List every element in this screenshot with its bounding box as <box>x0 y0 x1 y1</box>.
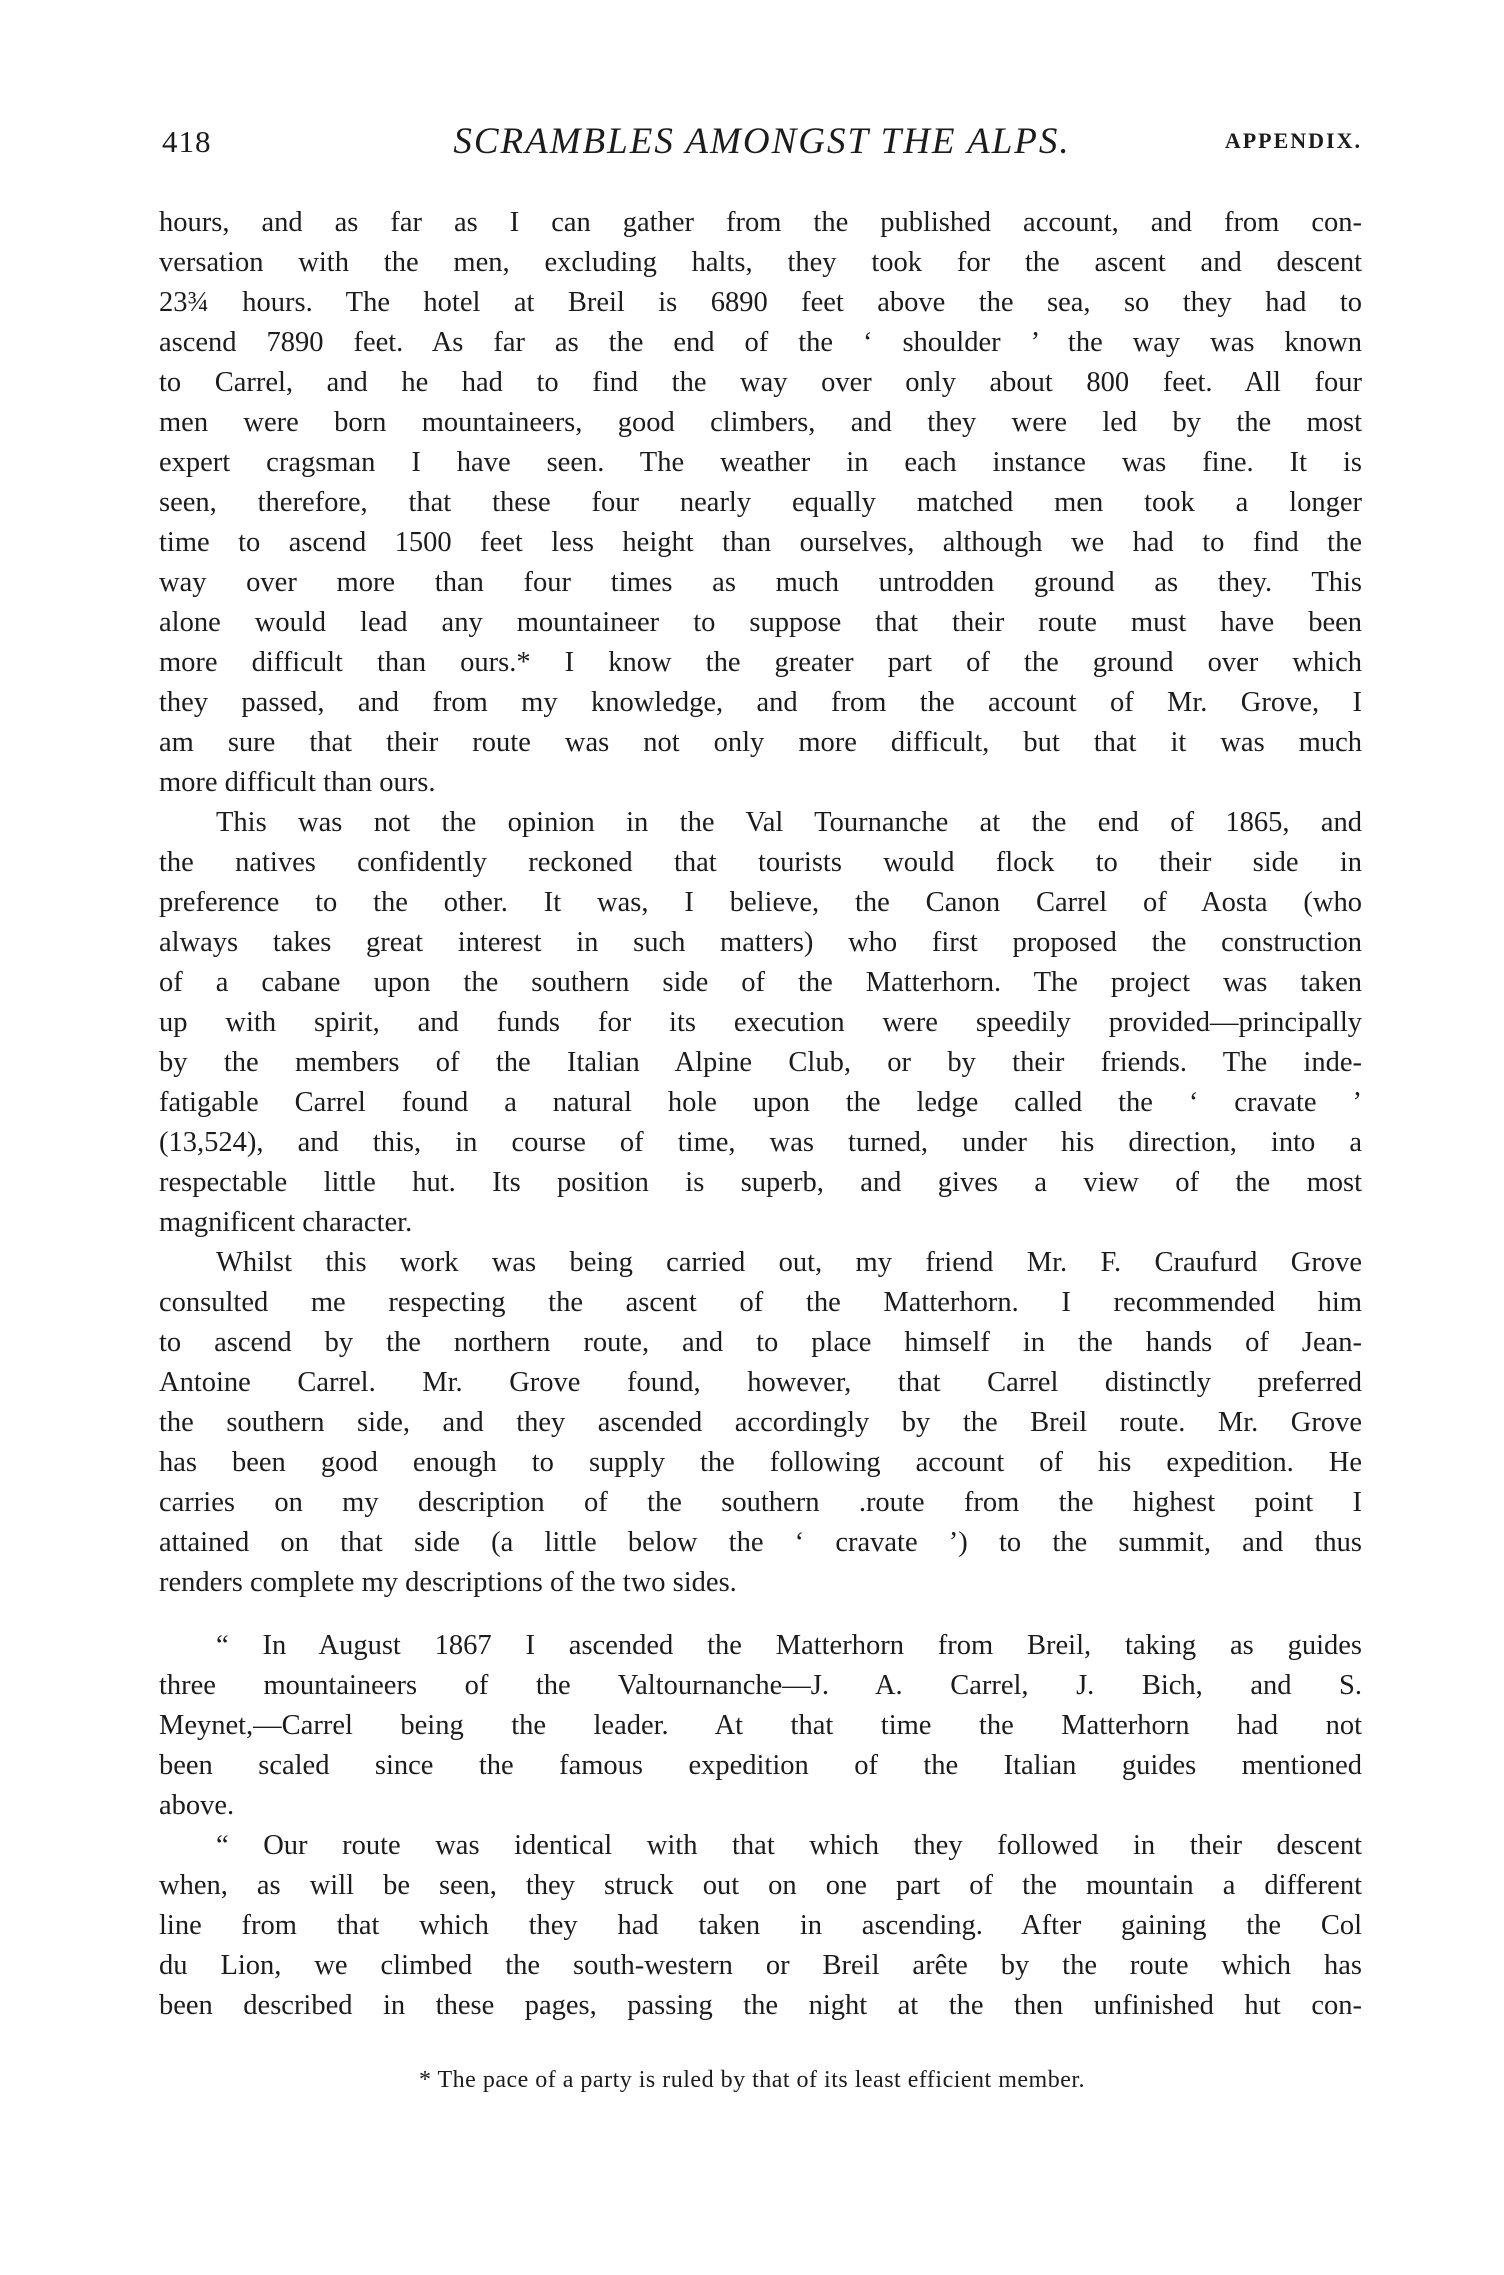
text-line: when, as will be seen, they struck out on one part of the mountain a different <box>159 1870 1362 1901</box>
text-line: This was not the opinion in the Val Tournanche at the end of 1865, and <box>216 807 1362 838</box>
text-line: up with spirit, and funds for its execution were speedily provided—principally <box>159 1007 1362 1038</box>
text-line: “ In August 1867 I ascended the Matterhorn from Breil, taking as guides <box>216 1630 1362 1661</box>
text-line: expert cragsman I have seen. The weather in each instance was fine. It is <box>159 447 1362 478</box>
text-line: been described in these pages, passing the night at the then unfinished hut con- <box>159 1990 1362 2021</box>
text-line: alone would lead any mountaineer to suppose that their route must have been <box>159 607 1362 638</box>
text-line: consulted me respecting the ascent of the Matterhorn. I recommended him <box>159 1287 1362 1318</box>
text-line: the southern side, and they ascended accordingly by the Breil route. Mr. Grove <box>159 1407 1362 1438</box>
text-line: respectable little hut. Its position is superb, and gives a view of the most <box>159 1167 1362 1198</box>
text-line: by the members of the Italian Alpine Club, or by their friends. The inde- <box>159 1047 1362 1078</box>
text-line: Meynet,—Carrel being the leader. At that time the Matterhorn had not <box>159 1710 1362 1741</box>
text-line: has been good enough to supply the following account of his expedition. He <box>159 1447 1362 1478</box>
text-line: to ascend by the northern route, and to place himself in the hands of Jean- <box>159 1327 1362 1358</box>
page-number: 418 <box>162 124 212 159</box>
text-line: versation with the men, excluding halts, they took for the ascent and descent <box>159 247 1362 278</box>
text-line: line from that which they had taken in ascending. After gaining the Col <box>159 1910 1362 1941</box>
text-line: du Lion, we climbed the south-western or Breil arête by the route which has <box>159 1950 1362 1981</box>
text-line: above. <box>159 1790 235 1821</box>
text-line: (13,524), and this, in course of time, was turned, under his direction, into a <box>159 1127 1362 1158</box>
text-line: hours, and as far as I can gather from the published account, and from con- <box>159 207 1362 238</box>
text-line: Whilst this work was being carried out, my friend Mr. F. Craufurd Grove <box>216 1247 1362 1278</box>
text-line: preference to the other. It was, I believe, the Canon Carrel of Aosta (who <box>159 887 1362 918</box>
text-line: am sure that their route was not only more difficult, but that it was much <box>159 727 1362 758</box>
text-line: 23¾ hours. The hotel at Breil is 6890 feet above the sea, so they had to <box>159 287 1362 318</box>
book-title: SCRAMBLES AMONGST THE ALPS. <box>453 121 1071 162</box>
text-line: the natives confidently reckoned that tourists would flock to their side in <box>159 847 1362 878</box>
text-line: of a cabane upon the southern side of the Matterhorn. The project was taken <box>159 967 1362 998</box>
text-line: fatigable Carrel found a natural hole upon the ledge called the ‘ cravate ’ <box>159 1087 1362 1118</box>
text-line: they passed, and from my knowledge, and from the account of Mr. Grove, I <box>159 687 1362 718</box>
text-line: magnificent character. <box>159 1207 413 1238</box>
text-line: ascend 7890 feet. As far as the end of the ‘ shoulder ’ the way was known <box>159 327 1362 358</box>
text-line: Antoine Carrel. Mr. Grove found, however, that Carrel distinctly preferred <box>159 1367 1362 1398</box>
text-line: been scaled since the famous expedition of the Italian guides mentioned <box>159 1750 1362 1781</box>
running-head <box>162 120 1362 170</box>
body-text <box>159 203 1362 2026</box>
text-line: renders complete my descriptions of the two sides. <box>159 1567 737 1598</box>
text-line: attained on that side (a little below the ‘ cravate ’) to the summit, and thus <box>159 1527 1362 1558</box>
text-line: “ Our route was identical with that which they followed in their descent <box>216 1830 1362 1861</box>
text-line: always takes great interest in such matters) who first proposed the construction <box>159 927 1362 958</box>
paragraph-gap <box>159 1603 1362 1626</box>
text-line: to Carrel, and he had to find the way over only about 800 feet. All four <box>159 367 1362 398</box>
text-line: three mountaineers of the Valtournanche—J. A. Carrel, J. Bich, and S. <box>159 1670 1362 1701</box>
text-line: more difficult than ours. <box>159 767 436 798</box>
section-label: APPENDIX. <box>1224 128 1362 153</box>
text-line: carries on my description of the southern .route from the highest point I <box>159 1487 1362 1518</box>
text-line: time to ascend 1500 feet less height than ourselves, although we had to find the <box>159 527 1362 558</box>
text-line: seen, therefore, that these four nearly equally matched men took a longer <box>159 487 1362 518</box>
text-line: more difficult than ours.* I know the greater part of the ground over which <box>159 647 1362 678</box>
text-line: men were born mountaineers, good climbers, and they were led by the most <box>159 407 1362 438</box>
text-line: way over more than four times as much untrodden ground as they. This <box>159 567 1362 598</box>
footnote: * The pace of a party is ruled by that of its least efficient member. <box>418 2067 1086 2093</box>
